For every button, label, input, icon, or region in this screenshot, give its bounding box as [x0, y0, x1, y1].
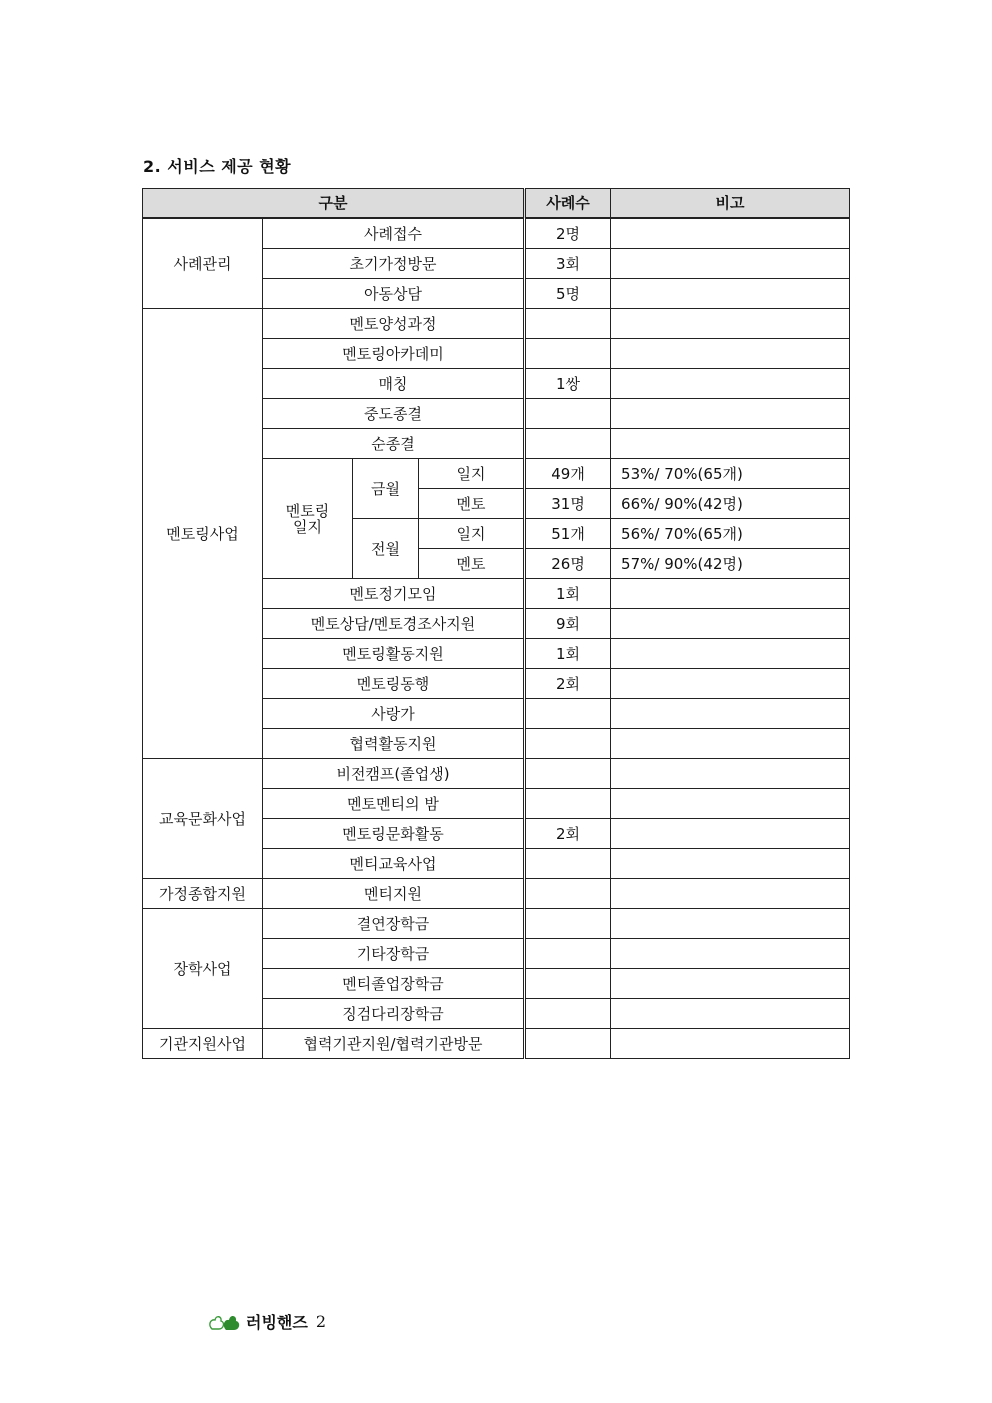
item-cell: 협력활동지원 [263, 729, 525, 759]
count-cell [525, 879, 611, 909]
item-cell: 멘토멘티의 밤 [263, 789, 525, 819]
count-cell [525, 969, 611, 999]
item-cell: 멘토링아카데미 [263, 339, 525, 369]
table-row [143, 879, 850, 909]
count-cell: 26명 [525, 549, 611, 579]
note-cell [611, 429, 850, 459]
item-cell: 멘토 [419, 489, 525, 519]
item-cell: 아동상담 [263, 279, 525, 309]
count-cell [525, 939, 611, 969]
note-cell [611, 249, 850, 279]
brand-logo-icon [208, 1311, 242, 1333]
item-cell: 멘토양성과정 [263, 309, 525, 339]
count-cell [525, 339, 611, 369]
count-cell: 49개 [525, 459, 611, 489]
item-cell: 협력기관지원/협력기관방문 [263, 1029, 525, 1059]
table-row [143, 309, 850, 339]
note-cell [611, 999, 850, 1029]
note-cell: 57%/ 90%(42명) [611, 549, 850, 579]
count-cell: 51개 [525, 519, 611, 549]
page-footer [208, 1310, 326, 1333]
group-mentoring: 멘토링사업 [143, 309, 263, 759]
item-cell: 순종결 [263, 429, 525, 459]
item-cell: 멘토링동행 [263, 669, 525, 699]
count-cell: 3회 [525, 249, 611, 279]
brand-name: 러빙핸즈 [246, 1313, 308, 1332]
table-row [143, 218, 850, 249]
note-cell [611, 639, 850, 669]
count-cell [525, 699, 611, 729]
item-cell: 중도종결 [263, 399, 525, 429]
note-cell [611, 669, 850, 699]
item-cell: 멘티교육사업 [263, 849, 525, 879]
item-cell: 멘티지원 [263, 879, 525, 909]
table-row [143, 1029, 850, 1059]
count-cell [525, 1029, 611, 1059]
header-category: 구분 [143, 189, 525, 219]
count-cell: 5명 [525, 279, 611, 309]
note-cell [611, 849, 850, 879]
count-cell [525, 999, 611, 1029]
count-cell [525, 849, 611, 879]
table-header-row [143, 189, 850, 219]
count-cell: 9회 [525, 609, 611, 639]
note-cell [611, 399, 850, 429]
table-row [143, 759, 850, 789]
group-current-month: 금월 [353, 459, 419, 519]
count-cell: 1쌍 [525, 369, 611, 399]
note-cell [611, 969, 850, 999]
item-cell: 멘토상담/멘토경조사지원 [263, 609, 525, 639]
count-cell: 31명 [525, 489, 611, 519]
note-cell [611, 879, 850, 909]
item-cell: 일지 [419, 519, 525, 549]
group-previous-month: 전월 [353, 519, 419, 579]
note-cell [611, 729, 850, 759]
count-cell [525, 309, 611, 339]
note-cell [611, 909, 850, 939]
note-cell [611, 939, 850, 969]
item-cell: 멘티졸업장학금 [263, 969, 525, 999]
note-cell [611, 789, 850, 819]
note-cell: 53%/ 70%(65개) [611, 459, 850, 489]
note-cell [611, 759, 850, 789]
page-number: 2 [315, 1312, 327, 1331]
item-cell: 결연장학금 [263, 909, 525, 939]
table-row [143, 909, 850, 939]
count-cell: 2회 [525, 669, 611, 699]
section-title: 2. 서비스 제공 현황 [143, 157, 292, 176]
header-note: 비고 [611, 189, 850, 219]
item-cell: 사례접수 [263, 218, 525, 249]
note-cell [611, 339, 850, 369]
header-count: 사례수 [525, 189, 611, 219]
count-cell [525, 429, 611, 459]
count-cell [525, 399, 611, 429]
item-cell: 멘토링문화활동 [263, 819, 525, 849]
group-family-support: 가정종합지원 [143, 879, 263, 909]
item-cell: 비전캠프(졸업생) [263, 759, 525, 789]
item-cell: 멘토정기모임 [263, 579, 525, 609]
item-cell: 매칭 [263, 369, 525, 399]
note-cell [611, 1029, 850, 1059]
note-cell [611, 279, 850, 309]
group-education-culture: 교육문화사업 [143, 759, 263, 879]
note-cell: 66%/ 90%(42명) [611, 489, 850, 519]
group-mentoring-journal: 멘토링 일지 [263, 459, 353, 579]
note-cell [611, 309, 850, 339]
count-cell: 1회 [525, 579, 611, 609]
group-case-management: 사례관리 [143, 218, 263, 309]
item-cell: 일지 [419, 459, 525, 489]
group-scholarship: 장학사업 [143, 909, 263, 1029]
item-cell: 멘토 [419, 549, 525, 579]
count-cell: 2회 [525, 819, 611, 849]
count-cell [525, 789, 611, 819]
note-cell [611, 579, 850, 609]
count-cell [525, 729, 611, 759]
item-cell: 멘토링활동지원 [263, 639, 525, 669]
item-cell: 기타장학금 [263, 939, 525, 969]
service-status-table [142, 188, 850, 1059]
item-cell: 사랑가 [263, 699, 525, 729]
note-cell [611, 609, 850, 639]
note-cell: 56%/ 70%(65개) [611, 519, 850, 549]
note-cell [611, 218, 850, 249]
count-cell: 2명 [525, 218, 611, 249]
item-cell: 징검다리장학금 [263, 999, 525, 1029]
note-cell [611, 819, 850, 849]
group-institution-support: 기관지원사업 [143, 1029, 263, 1059]
count-cell [525, 909, 611, 939]
note-cell [611, 369, 850, 399]
item-cell: 초기가정방문 [263, 249, 525, 279]
count-cell [525, 759, 611, 789]
count-cell: 1회 [525, 639, 611, 669]
note-cell [611, 699, 850, 729]
